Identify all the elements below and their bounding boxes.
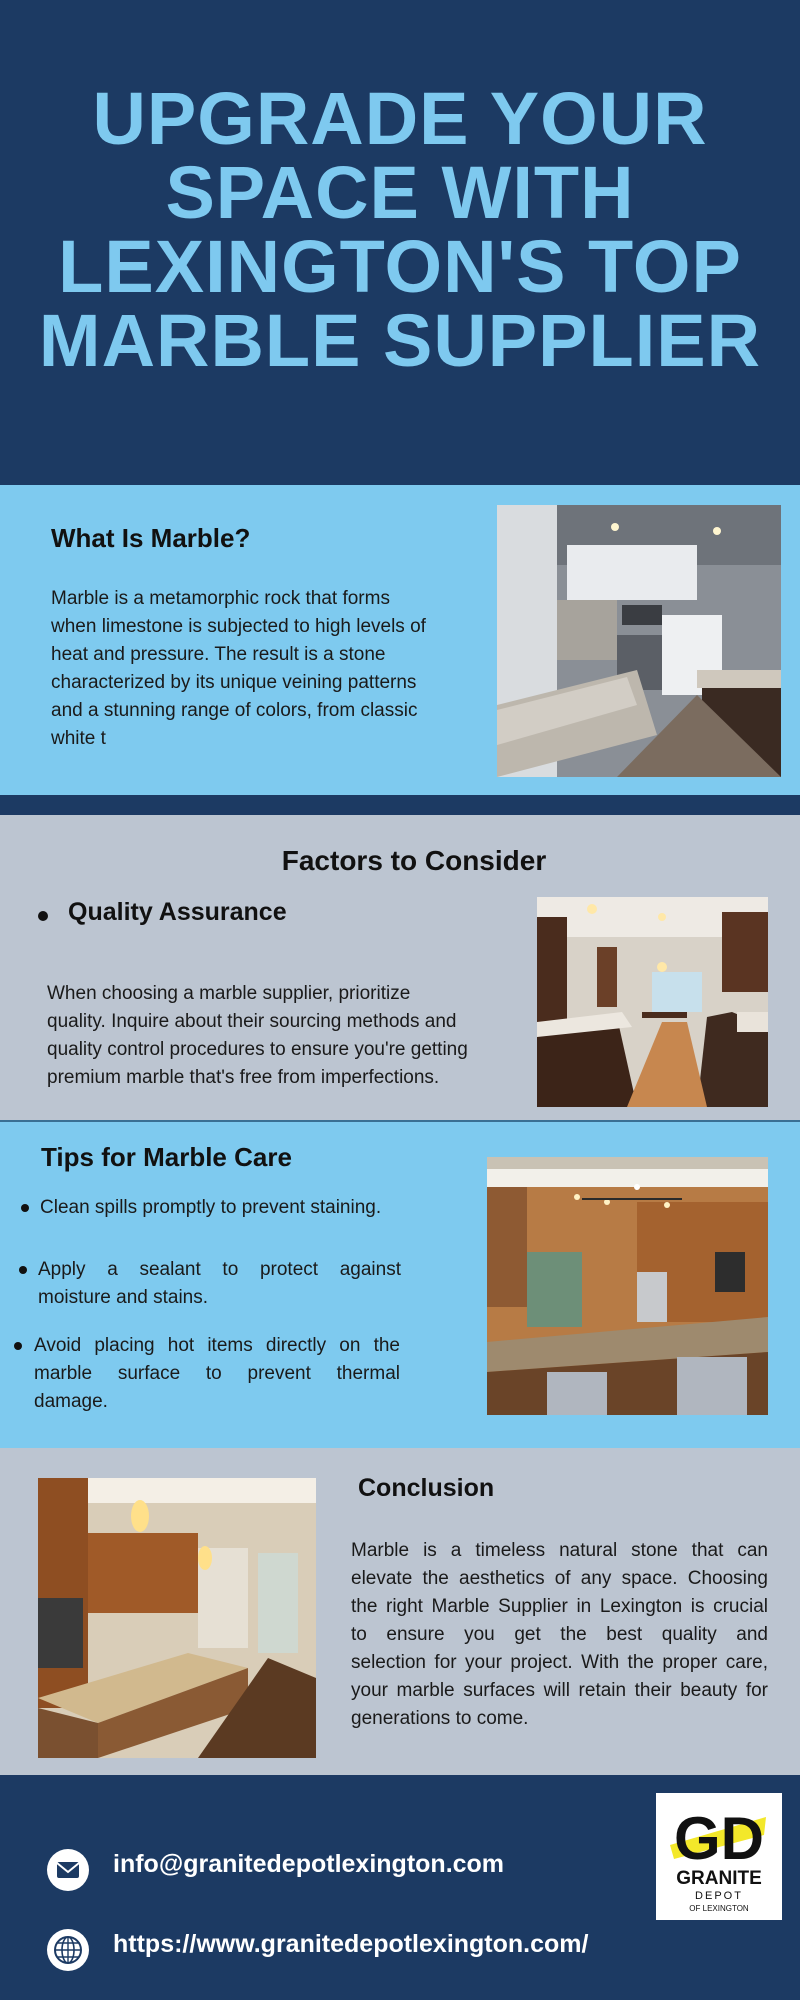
paragraph-line: and a stunning range of colors, from classic bbox=[51, 700, 418, 721]
paragraph-line: white t bbox=[51, 728, 106, 749]
logo-line3: OF LEXINGTON bbox=[689, 1904, 749, 1913]
logo-line2: DEPOT bbox=[695, 1890, 743, 1902]
tip-line: marble surface to prevent thermal bbox=[34, 1363, 400, 1384]
granite-depot-logo bbox=[656, 1793, 782, 1920]
conclusion-section bbox=[0, 1448, 800, 1775]
tip-item bbox=[38, 1256, 401, 1312]
tip-item bbox=[40, 1194, 400, 1222]
paragraph-line: selection for your project. With the proper care, bbox=[351, 1652, 768, 1673]
paragraph-line: your marble surfaces will retain their beauty for bbox=[351, 1680, 768, 1701]
paragraph-line: premium marble that's free from imperfections. bbox=[47, 1067, 440, 1088]
paragraph-line: to ensure you get the best quality and bbox=[351, 1624, 768, 1645]
hero-title-line: UPGRADE YOUR bbox=[92, 77, 708, 160]
section-title: What Is Marble? bbox=[51, 523, 251, 553]
bullet-icon bbox=[19, 1266, 27, 1274]
bullet-icon bbox=[38, 911, 48, 921]
section-title: Tips for Marble Care bbox=[41, 1142, 292, 1172]
what-is-marble-section bbox=[0, 485, 800, 795]
hero-title-line: MARBLE SUPPLIER bbox=[38, 299, 762, 382]
factors-section bbox=[0, 815, 800, 1120]
hero-title-line: LEXINGTON'S TOP bbox=[58, 225, 742, 308]
tips-section bbox=[0, 1122, 800, 1448]
globe-icon bbox=[47, 1929, 89, 1971]
paragraph-line: when limestone is subjected to high levels of bbox=[51, 616, 426, 637]
paragraph-line: quality. Inquire about their sourcing methods and bbox=[47, 1011, 457, 1032]
paragraph-line: the right Marble Supplier in Lexington is crucial bbox=[351, 1596, 768, 1617]
paragraph-line: When choosing a marble supplier, prioritize bbox=[47, 983, 411, 1004]
section-title: Conclusion bbox=[358, 1474, 495, 1502]
tip-line: Apply a sealant to protect against bbox=[38, 1259, 401, 1280]
tip-line: moisture and stains. bbox=[38, 1287, 209, 1308]
hero-banner bbox=[0, 0, 800, 485]
paragraph-line: Marble is a metamorphic rock that forms bbox=[51, 588, 390, 609]
section-paragraph bbox=[51, 585, 446, 753]
section-title: Factors to Consider bbox=[281, 845, 547, 876]
paragraph-line: generations to come. bbox=[351, 1708, 529, 1729]
kitchen-photo-white-cabinets bbox=[497, 505, 781, 777]
email-link[interactable]: info@granitedepotlexington.com bbox=[113, 1850, 505, 1878]
paragraph-line: quality control procedures to ensure you're getting bbox=[47, 1039, 468, 1060]
tip-line: Avoid placing hot items directly on the bbox=[34, 1335, 400, 1356]
paragraph-line: Marble is a timeless natural stone that can bbox=[351, 1540, 768, 1561]
tip-item bbox=[34, 1332, 400, 1416]
kitchen-photo-island-bar bbox=[487, 1157, 768, 1415]
website-link[interactable]: https://www.granitedepotlexington.com/ bbox=[113, 1930, 589, 1958]
kitchen-photo-wood-cabinets bbox=[537, 897, 768, 1107]
section-subtitle: Quality Assurance bbox=[68, 898, 287, 926]
logo-monogram: GD bbox=[674, 1805, 764, 1872]
logo-brand: GRANITE bbox=[676, 1868, 762, 1889]
paragraph-line: elevate the aesthetics of any space. Choosing bbox=[351, 1568, 768, 1589]
tip-line: damage. bbox=[34, 1391, 108, 1412]
bullet-icon bbox=[14, 1342, 22, 1350]
paragraph-line: heat and pressure. The result is a stone bbox=[51, 644, 386, 665]
section-divider-band bbox=[0, 795, 800, 815]
paragraph-line: characterized by its unique veining patterns bbox=[51, 672, 417, 693]
section-paragraph bbox=[47, 980, 497, 1092]
envelope-icon bbox=[47, 1849, 89, 1891]
hero-title-line: SPACE WITH bbox=[165, 151, 635, 234]
contact-footer bbox=[0, 1775, 800, 2000]
tip-line: Clean spills promptly to prevent staining. bbox=[40, 1197, 382, 1218]
bullet-icon bbox=[21, 1204, 29, 1212]
hero-title bbox=[20, 77, 780, 382]
kitchen-photo-granite-island bbox=[38, 1478, 316, 1758]
section-paragraph bbox=[351, 1537, 768, 1733]
